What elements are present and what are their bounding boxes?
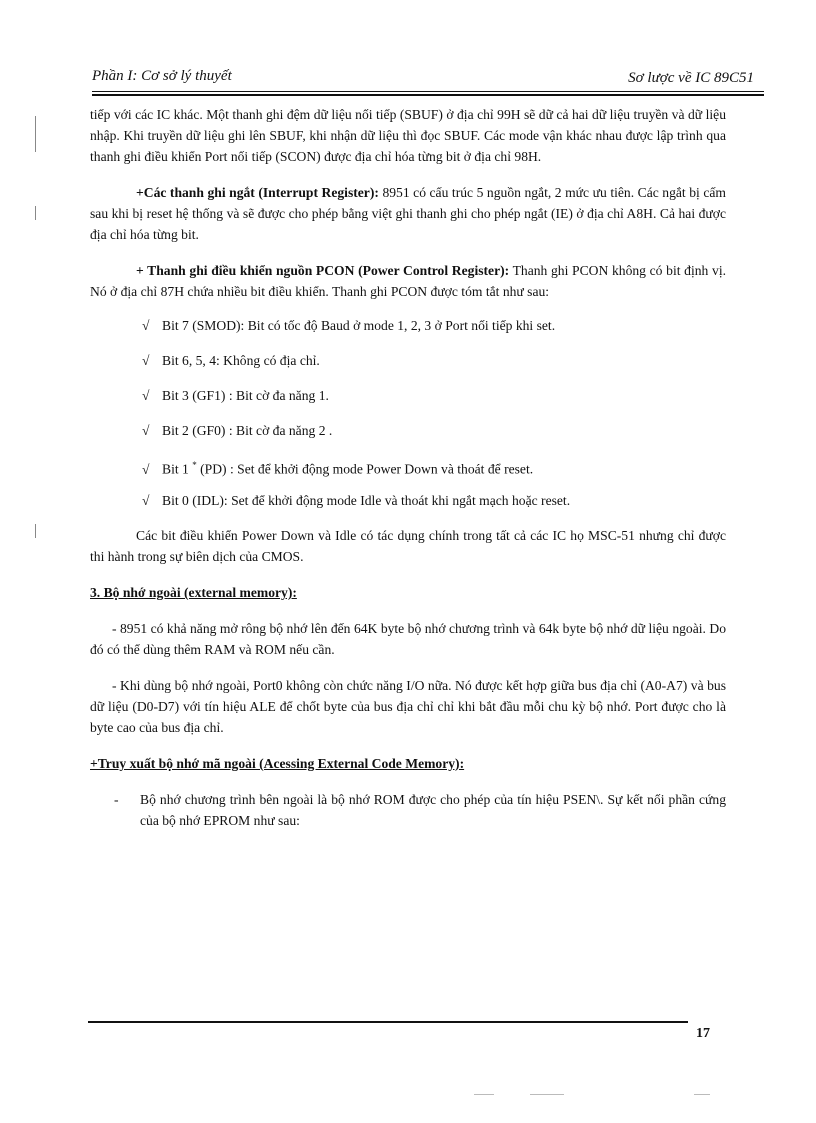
scan-margin-mark	[35, 206, 36, 220]
dash-marker: -	[114, 792, 119, 807]
pcon-bit-text: Bit 2 (GF0) : Bit cờ đa năng 2 .	[162, 423, 333, 438]
header-chapter-title: Sơ lược về IC 89C51	[628, 70, 754, 86]
scan-margin-mark	[35, 524, 36, 538]
pcon-bit-text: Bit 3 (GF1) : Bit cờ đa năng 1.	[162, 388, 329, 403]
check-mark-icon: √	[142, 461, 150, 477]
footer-rule	[88, 1021, 688, 1023]
header-section-title: Phần I: Cơ sở lý thuyết	[92, 68, 232, 84]
check-mark-icon: √	[142, 388, 150, 403]
paragraph-memory-expansion: - 8951 có khả năng mở rông bộ nhớ lên đến 64K byte bộ nhớ chương trình và 64k byte bộ nhớ dữ liệu ngoài. Do đó có thể dùng thêm RAM và ROM nếu cần.	[90, 621, 726, 657]
pcon-bit-item	[142, 490, 726, 525]
pcon-bit-description: (PD) : Set để khởi động mode Power Down và thoát để reset.	[196, 461, 534, 477]
header-rule-thick	[92, 94, 764, 96]
page-number: 17	[696, 1026, 710, 1041]
paragraph-interrupt-register	[90, 182, 726, 245]
scan-artifact-line	[530, 1094, 564, 1095]
pcon-bit-label: Bit 1	[162, 461, 189, 477]
scan-margin-mark	[35, 116, 36, 152]
scan-artifact-line	[474, 1094, 494, 1095]
pcon-bit-item	[142, 385, 726, 420]
paragraph-power-down-idle: Các bit điều khiển Power Down và Idle có tác dụng chính trong tất cả các IC họ MSC-51 nhưng chỉ được thi hành trong sự biên dịch của CMOS.	[90, 528, 726, 564]
pcon-bit-text: Bit 0 (IDL): Set để khởi động mode Idle và thoát khi ngắt mạch hoặc reset.	[162, 493, 571, 508]
pcon-bit-item	[142, 350, 726, 385]
check-mark-icon: √	[142, 423, 150, 438]
paragraph-sbuf: tiếp với các IC khác. Một thanh ghi đệm dữ liệu nối tiếp (SBUF) ở địa chỉ 99H sẽ dữ cả hai dữ liệu truyền và dữ liệu nhập. Khi truyền dữ liệu ghi lên SBUF, khi nhận dữ liệu thì đọc SBUF. Các mode vận khác nhau được lập trình qua thanh ghi điều khiển Port nối tiếp (SCON) được địa chỉ hóa từng bit ở địa chỉ 98H.	[90, 107, 726, 164]
pcon-bit-item	[142, 420, 726, 455]
list-item	[90, 789, 726, 831]
check-mark-icon: √	[142, 318, 150, 333]
page-body	[90, 104, 726, 831]
footnote-marker: *	[192, 460, 197, 470]
section-heading-external-code-memory: +Truy xuất bộ nhớ mã ngoài (Acessing External Code Memory):	[90, 756, 465, 771]
paragraph-pcon	[90, 260, 726, 302]
scan-artifact-line	[694, 1094, 710, 1095]
pcon-bit-text: Bit 7 (SMOD): Bit có tốc độ Baud ở mode 1, 2, 3 ở Port nối tiếp khi set.	[162, 318, 556, 333]
paragraph-external-rom: Bộ nhớ chương trình bên ngoài là bộ nhớ ROM được cho phép của tín hiệu PSEN\. Sự kết nối phần cứng của bộ nhớ EPROM như sau:	[140, 792, 726, 828]
check-mark-icon: √	[142, 493, 150, 508]
paragraph-port0: - Khi dùng bộ nhớ ngoài, Port0 không còn chức năng I/O nữa. Nó được kết hợp giữa bus địa chỉ (A0-A7) và bus dữ liệu (D0-D7) với tín hiệu ALE để chốt byte của bus địa chỉ chỉ khi bắt đầu mỗi chu kỳ bộ nhớ. Port được cho là byte cao của bus địa chỉ.	[90, 678, 726, 735]
interrupt-register-title: +Các thanh ghi ngắt (Interrupt Register):	[136, 185, 379, 200]
pcon-text: Thanh ghi PCON không có bit định vị. Nó ở địa chỉ 87H chứa nhiều bit điều khiển. Thanh ghi PCON được tóm tắt như sau:	[90, 263, 726, 299]
pcon-bit-text: Bit 6, 5, 4: Không có địa chỉ.	[162, 353, 320, 368]
pcon-bit-text	[162, 455, 533, 480]
pcon-title: + Thanh ghi điều khiển nguồn PCON (Power Control Register):	[136, 263, 510, 278]
section-heading-external-memory: 3. Bộ nhớ ngoài (external memory):	[90, 585, 297, 600]
interrupt-register-text: 8951 có cấu trúc 5 nguồn ngắt, 2 mức ưu tiên. Các ngắt bị cấm sau khi bị reset hệ thống và sẽ được cho phép bằng việt ghi thanh ghi cho phép ngắt (IE) ở địa chỉ A8H. Cả hai được địa chỉ hóa từng bit.	[90, 185, 726, 242]
check-mark-icon: √	[142, 353, 150, 368]
header-rule-thin	[92, 91, 764, 92]
page-header	[92, 64, 764, 94]
pcon-bit-item	[142, 315, 726, 350]
pcon-bit-item	[142, 455, 726, 490]
